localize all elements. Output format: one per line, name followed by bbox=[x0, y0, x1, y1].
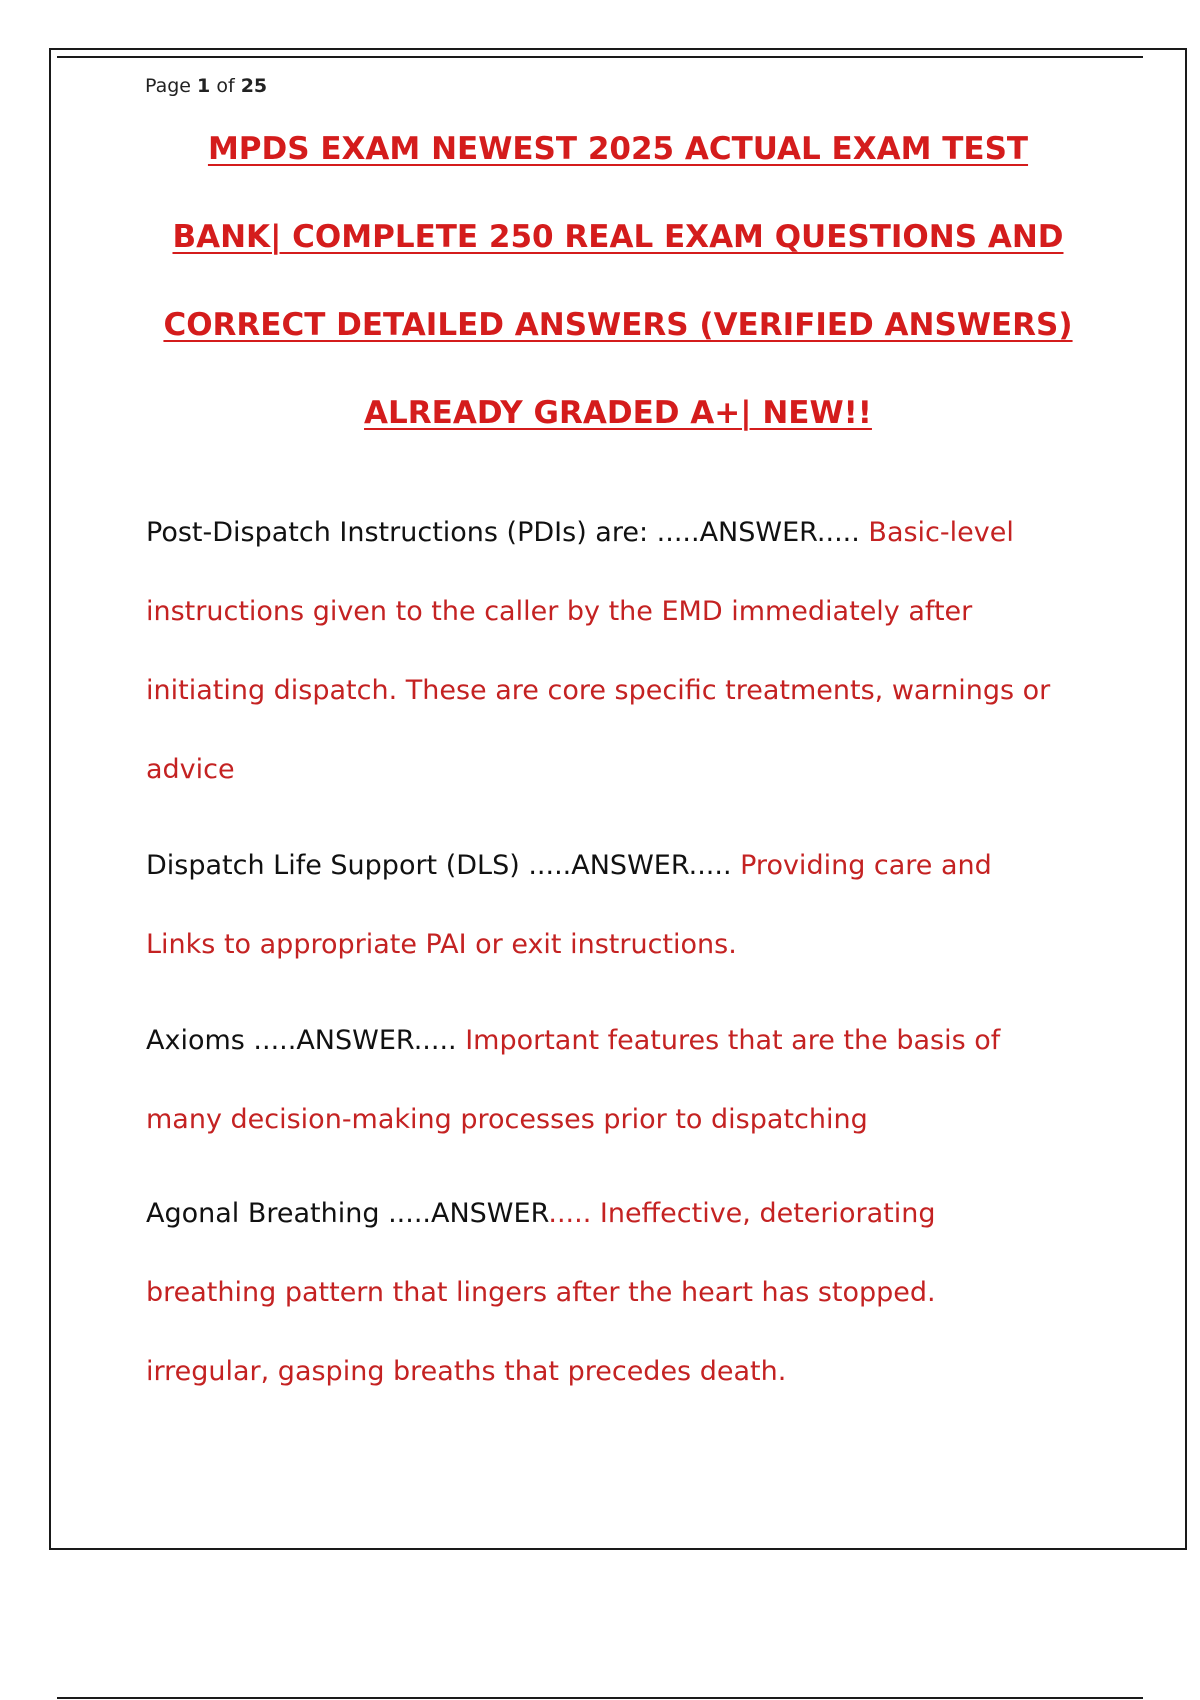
question-text: Dispatch Life Support (DLS) .....ANSWER..... bbox=[146, 850, 741, 881]
title-line bbox=[120, 132, 1116, 220]
document-title bbox=[120, 132, 1116, 484]
top-rule bbox=[57, 56, 1143, 58]
title-line bbox=[120, 396, 1116, 484]
title-line-text: MPDS EXAM NEWEST 2025 ACTUAL EXAM TEST bbox=[207, 131, 1029, 167]
answer-text: Providing care and Links to appropriate PAI or exit instructions. bbox=[146, 850, 992, 960]
answer-text: Basic-level instructions given to the caller by the EMD immediately after initiating dispatch. These are core specific treatments, warnings or advice bbox=[146, 517, 1051, 785]
answer-text: Important features that are the basis of many decision-making processes prior to dispatching bbox=[146, 1025, 1001, 1135]
title-line-text: ALREADY GRADED A+| NEW!! bbox=[364, 395, 872, 431]
page-total: 25 bbox=[240, 75, 268, 97]
qa-item-pdis bbox=[146, 493, 1066, 809]
qa-item-dls bbox=[146, 826, 1066, 984]
title-line-text: CORRECT DETAILED ANSWERS (VERIFIED ANSWERS) bbox=[163, 307, 1073, 343]
question-text: Agonal Breathing .....ANSWER bbox=[146, 1198, 549, 1229]
qa-item-agonal-breathing bbox=[146, 1174, 1066, 1411]
question-text: Post-Dispatch Instructions (PDIs) are: .....ANSWER..... bbox=[146, 517, 869, 548]
qa-item-axioms bbox=[146, 1001, 1066, 1159]
bottom-rule bbox=[57, 1697, 1143, 1699]
answer-text: ..... Ineffective, deteriorating breathing pattern that lingers after the heart has stopped. irregular, gasping breaths that precedes death. bbox=[146, 1198, 936, 1387]
title-line bbox=[120, 308, 1116, 396]
title-line bbox=[120, 220, 1116, 308]
title-line-text: BANK| COMPLETE 250 REAL EXAM QUESTIONS AND bbox=[172, 219, 1064, 255]
page-of-label: of bbox=[216, 75, 235, 97]
page-label: Page bbox=[145, 75, 191, 97]
question-text: Axioms .....ANSWER..... bbox=[146, 1025, 466, 1056]
page-current: 1 bbox=[197, 75, 211, 97]
page-number bbox=[145, 73, 267, 99]
